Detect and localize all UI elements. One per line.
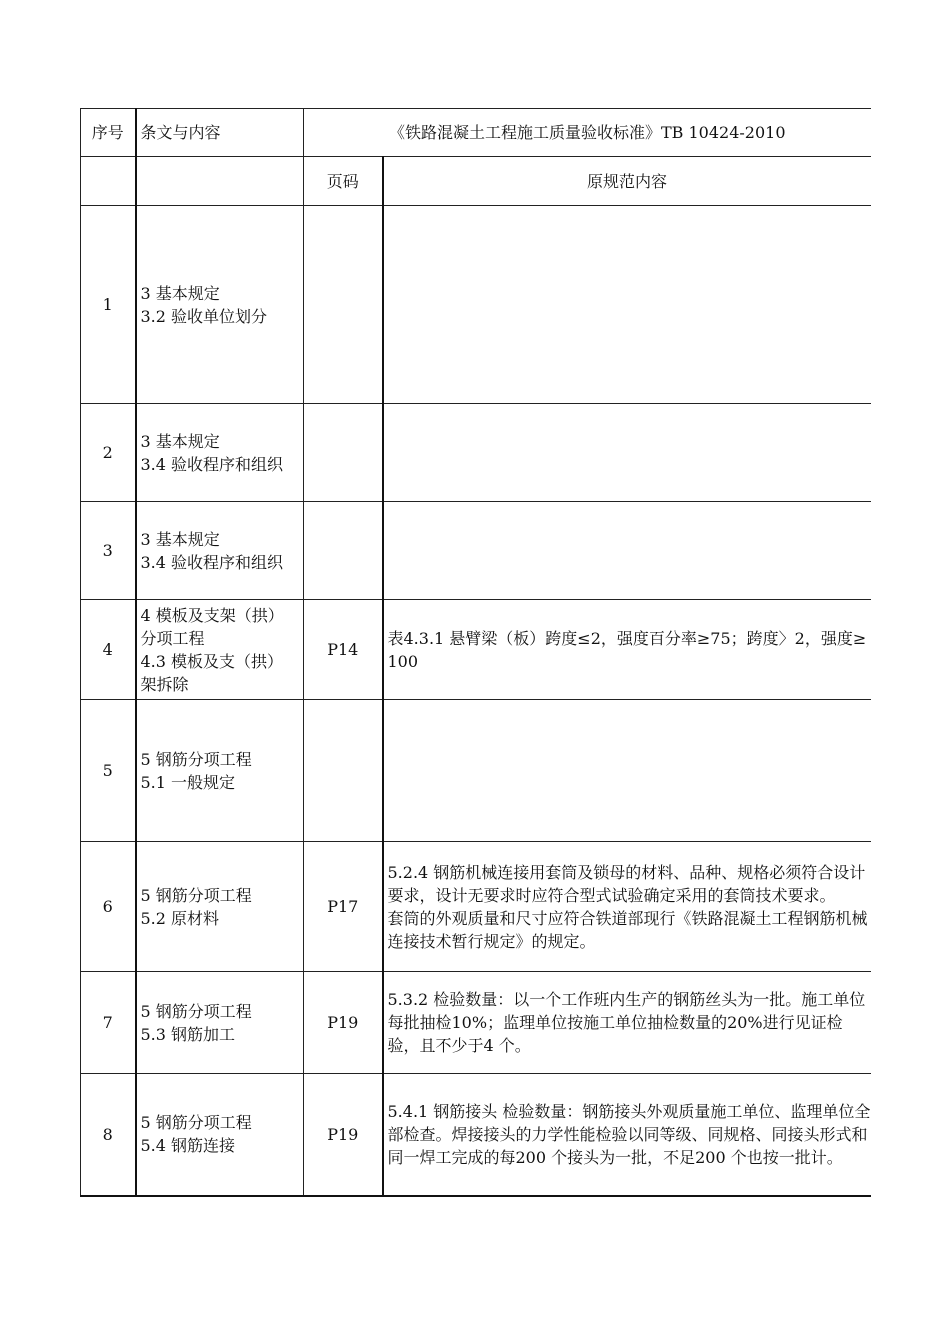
row-page: P17: [304, 842, 383, 972]
item-line: 5 钢筋分项工程: [140, 1001, 252, 1021]
item-line: 3.4 验收程序和组织: [140, 454, 284, 474]
row-num: 1: [81, 206, 136, 404]
row-content: [383, 700, 871, 842]
item-line: 5 钢筋分项工程: [140, 1113, 252, 1133]
row-item: [136, 206, 304, 404]
table-row: [81, 842, 871, 972]
table-row: [81, 1074, 871, 1196]
row-item: [136, 700, 304, 842]
item-line: 3 基本规定: [140, 529, 220, 549]
row-content: 5.2.4 钢筋机械连接用套筒及锁母的材料、品种、规格必须符合设计要求，设计无要求时应符合型式试验确定采用的套筒技术要求。 套筒的外观质量和尺寸应符合铁道部现行《铁路混凝土工程钢筋机械连接技术暂行规定》的规定。: [383, 842, 871, 972]
row-num: 4: [81, 600, 136, 700]
header-standard-title: 《铁路混凝土工程施工质量验收标准》TB 10424-2010: [304, 109, 871, 157]
row-item: [136, 404, 304, 502]
table-row: [81, 972, 871, 1074]
row-content: 5.4.1 钢筋接头 检验数量：钢筋接头外观质量施工单位、监理单位全部检查。焊接接头的力学性能检验以同等级、同规格、同接头形式和同一焊工完成的每200 个接头为一批，不足200 个也按一批计。: [383, 1074, 871, 1196]
item-line: 4 模板及支架（拱）分项工程: [140, 605, 284, 648]
table-row: [81, 404, 871, 502]
row-content: [383, 502, 871, 600]
header-item: 条文与内容: [136, 109, 304, 157]
header-row-2: [81, 157, 871, 206]
row-page: P14: [304, 600, 383, 700]
row-item: [136, 842, 304, 972]
item-line: 5.4 钢筋连接: [140, 1136, 236, 1156]
item-line: 5 钢筋分项工程: [140, 885, 252, 905]
row-num: 3: [81, 502, 136, 600]
header-item-empty: [136, 157, 304, 206]
header-page: 页码: [304, 157, 383, 206]
item-line: 5.2 原材料: [140, 908, 220, 928]
item-line: 3 基本规定: [140, 431, 220, 451]
row-page: [304, 404, 383, 502]
table-row: [81, 502, 871, 600]
row-page: P19: [304, 972, 383, 1074]
table-row: [81, 206, 871, 404]
row-page: [304, 206, 383, 404]
row-content: 表4.3.1 悬臂梁（板）跨度≤2，强度百分率≥75；跨度〉2，强度≥100: [383, 600, 871, 700]
row-item: [136, 972, 304, 1074]
row-page: P19: [304, 1074, 383, 1196]
row-page: [304, 700, 383, 842]
header-num: 序号: [81, 109, 136, 157]
item-line: 5.3 钢筋加工: [140, 1024, 236, 1044]
item-line: 3.4 验收程序和组织: [140, 552, 284, 572]
row-num: 5: [81, 700, 136, 842]
item-line: 3 基本规定: [140, 283, 220, 303]
row-item: [136, 502, 304, 600]
spreadsheet-page: [80, 108, 870, 1197]
header-num-empty: [81, 157, 136, 206]
header-content: 原规范内容: [383, 157, 871, 206]
row-num: 8: [81, 1074, 136, 1196]
header-row-1: [81, 109, 871, 157]
standard-comparison-table: [80, 108, 871, 1197]
row-item: [136, 600, 304, 700]
row-num: 7: [81, 972, 136, 1074]
row-num: 6: [81, 842, 136, 972]
row-content: 5.3.2 检验数量：以一个工作班内生产的钢筋丝头为一批。施工单位每批抽检10%；监理单位按施工单位抽检数量的20%进行见证检验，且不少于4 个。: [383, 972, 871, 1074]
row-num: 2: [81, 404, 136, 502]
table-row: [81, 600, 871, 700]
item-line: 4.3 模板及支（拱）架拆除: [140, 651, 284, 694]
item-line: 5 钢筋分项工程: [140, 749, 252, 769]
row-page: [304, 502, 383, 600]
row-content: [383, 206, 871, 404]
row-content: [383, 404, 871, 502]
row-item: [136, 1074, 304, 1196]
item-line: 5.1 一般规定: [140, 772, 236, 792]
table-row: [81, 700, 871, 842]
item-line: 3.2 验收单位划分: [140, 306, 268, 326]
